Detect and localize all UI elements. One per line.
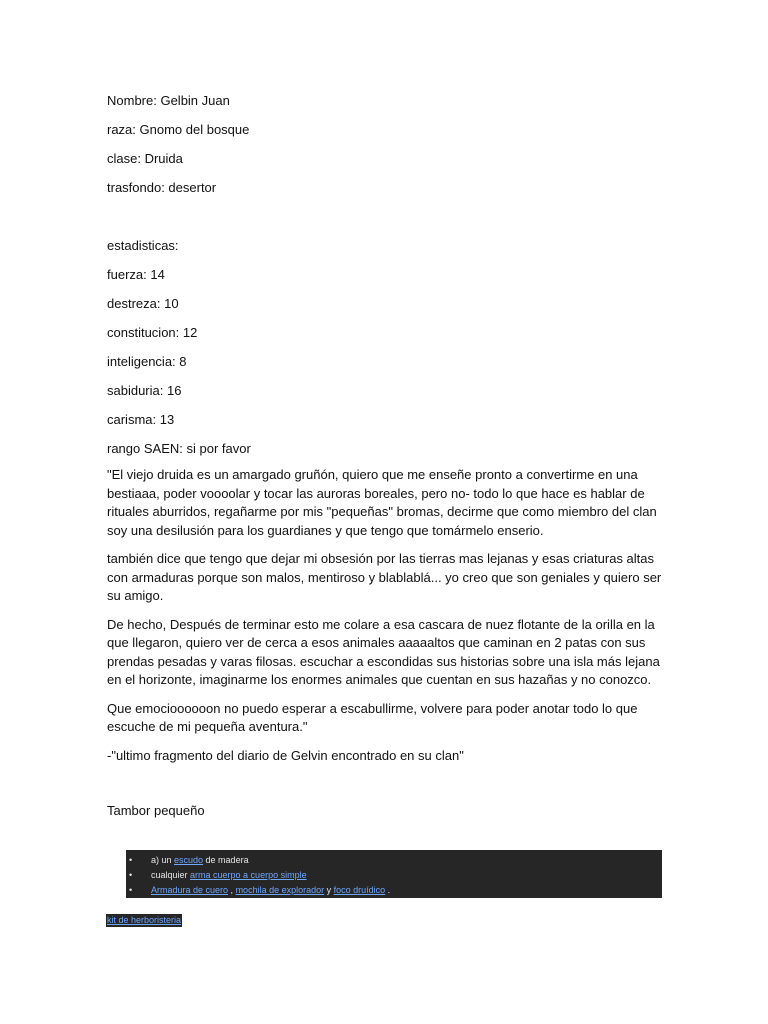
stat-constitution: constitucion: 12: [107, 325, 198, 340]
character-name: Nombre: Gelbin Juan: [107, 93, 230, 108]
character-race: raza: Gnomo del bosque: [107, 122, 250, 137]
stat-intelligence: inteligencia: 8: [107, 354, 187, 369]
stat-strength: fuerza: 14: [107, 267, 165, 282]
equipment-item: [126, 853, 662, 868]
document-body: [107, 93, 667, 832]
equipment-panel: [126, 850, 662, 898]
item-text: ,: [228, 885, 236, 895]
stats-header: estadisticas:: [107, 238, 179, 253]
leather-armor-link[interactable]: Armadura de cuero: [151, 885, 229, 895]
simple-melee-weapon-link[interactable]: arma cuerpo a cuerpo simple: [190, 870, 307, 880]
diary-paragraph: Que emocioooooon no puedo esperar a escabullirme, volvere para poder anotar todo lo que escuche de mi pequeña aventura.": [107, 700, 638, 734]
equipment-list: [126, 850, 662, 898]
diary-caption: -"ultimo fragmento del diario de Gelvin encontrado en su clan": [107, 747, 464, 763]
item-text: cualquier: [151, 870, 191, 880]
item-text: de madera: [203, 855, 249, 865]
character-class: clase: Druida: [107, 151, 183, 166]
diary-paragraph: también dice que tengo que dejar mi obsesión por las tierras mas lejanas y esas criaturas altas con armaduras porque son malos, mentiroso y blablablá... yo creo que son geniales y quiero ser su amigo.: [107, 551, 662, 603]
stat-saen-rank: rango SAEN: si por favor: [107, 441, 251, 456]
explorer-pack-link[interactable]: mochila de explorador: [235, 885, 325, 895]
equipment-item: [126, 883, 662, 898]
item-text: .: [385, 885, 391, 895]
bullet-icon: •: [129, 870, 133, 880]
equipment-heading: Tambor pequeño: [107, 803, 205, 818]
diary-paragraph: De hecho, Después de terminar esto me colare a esa cascara de nuez flotante de la orilla en la que llegaron, quiero ver de cerca a esos animales aaaaaltos que caminan en 2 patas con sus prendas pesadas y varas filosas. escuchar a escondidas sus historias sobre una isla más lejana en el horizonte, imaginarme los enormes animales que cuentan en sus hazañas y no conozco.: [107, 616, 660, 687]
item-text: a) un: [151, 855, 175, 865]
druidic-focus-link[interactable]: foco druídico: [333, 885, 386, 895]
equipment-item: [126, 868, 662, 883]
item-text: y: [324, 885, 334, 895]
stat-wisdom: sabiduria: 16: [107, 383, 182, 398]
stat-charisma: carisma: 13: [107, 412, 175, 427]
bullet-icon: •: [129, 855, 133, 865]
bullet-icon: •: [129, 885, 133, 895]
diary-paragraph: "El viejo druida es un amargado gruñón, quiero que me enseñe pronto a convertirme en una bestiaaa, poder voooolar y tocar las auroras boreales, pero no- todo lo que hace es hablar de rituales aburridos, regañarme por mis "pequeñas" bromas, decirme que como miembro del clan soy una desilusión para los guardianes y que tengo que tomármelo enserio.: [107, 467, 657, 538]
stat-dexterity: destreza: 10: [107, 296, 179, 311]
herbalism-kit-link[interactable]: kit de herboristeria: [107, 915, 182, 925]
shield-link[interactable]: escudo: [174, 855, 204, 865]
spacer: [107, 775, 667, 803]
spacer: [107, 209, 667, 238]
character-background: trasfondo: desertor: [107, 180, 217, 195]
